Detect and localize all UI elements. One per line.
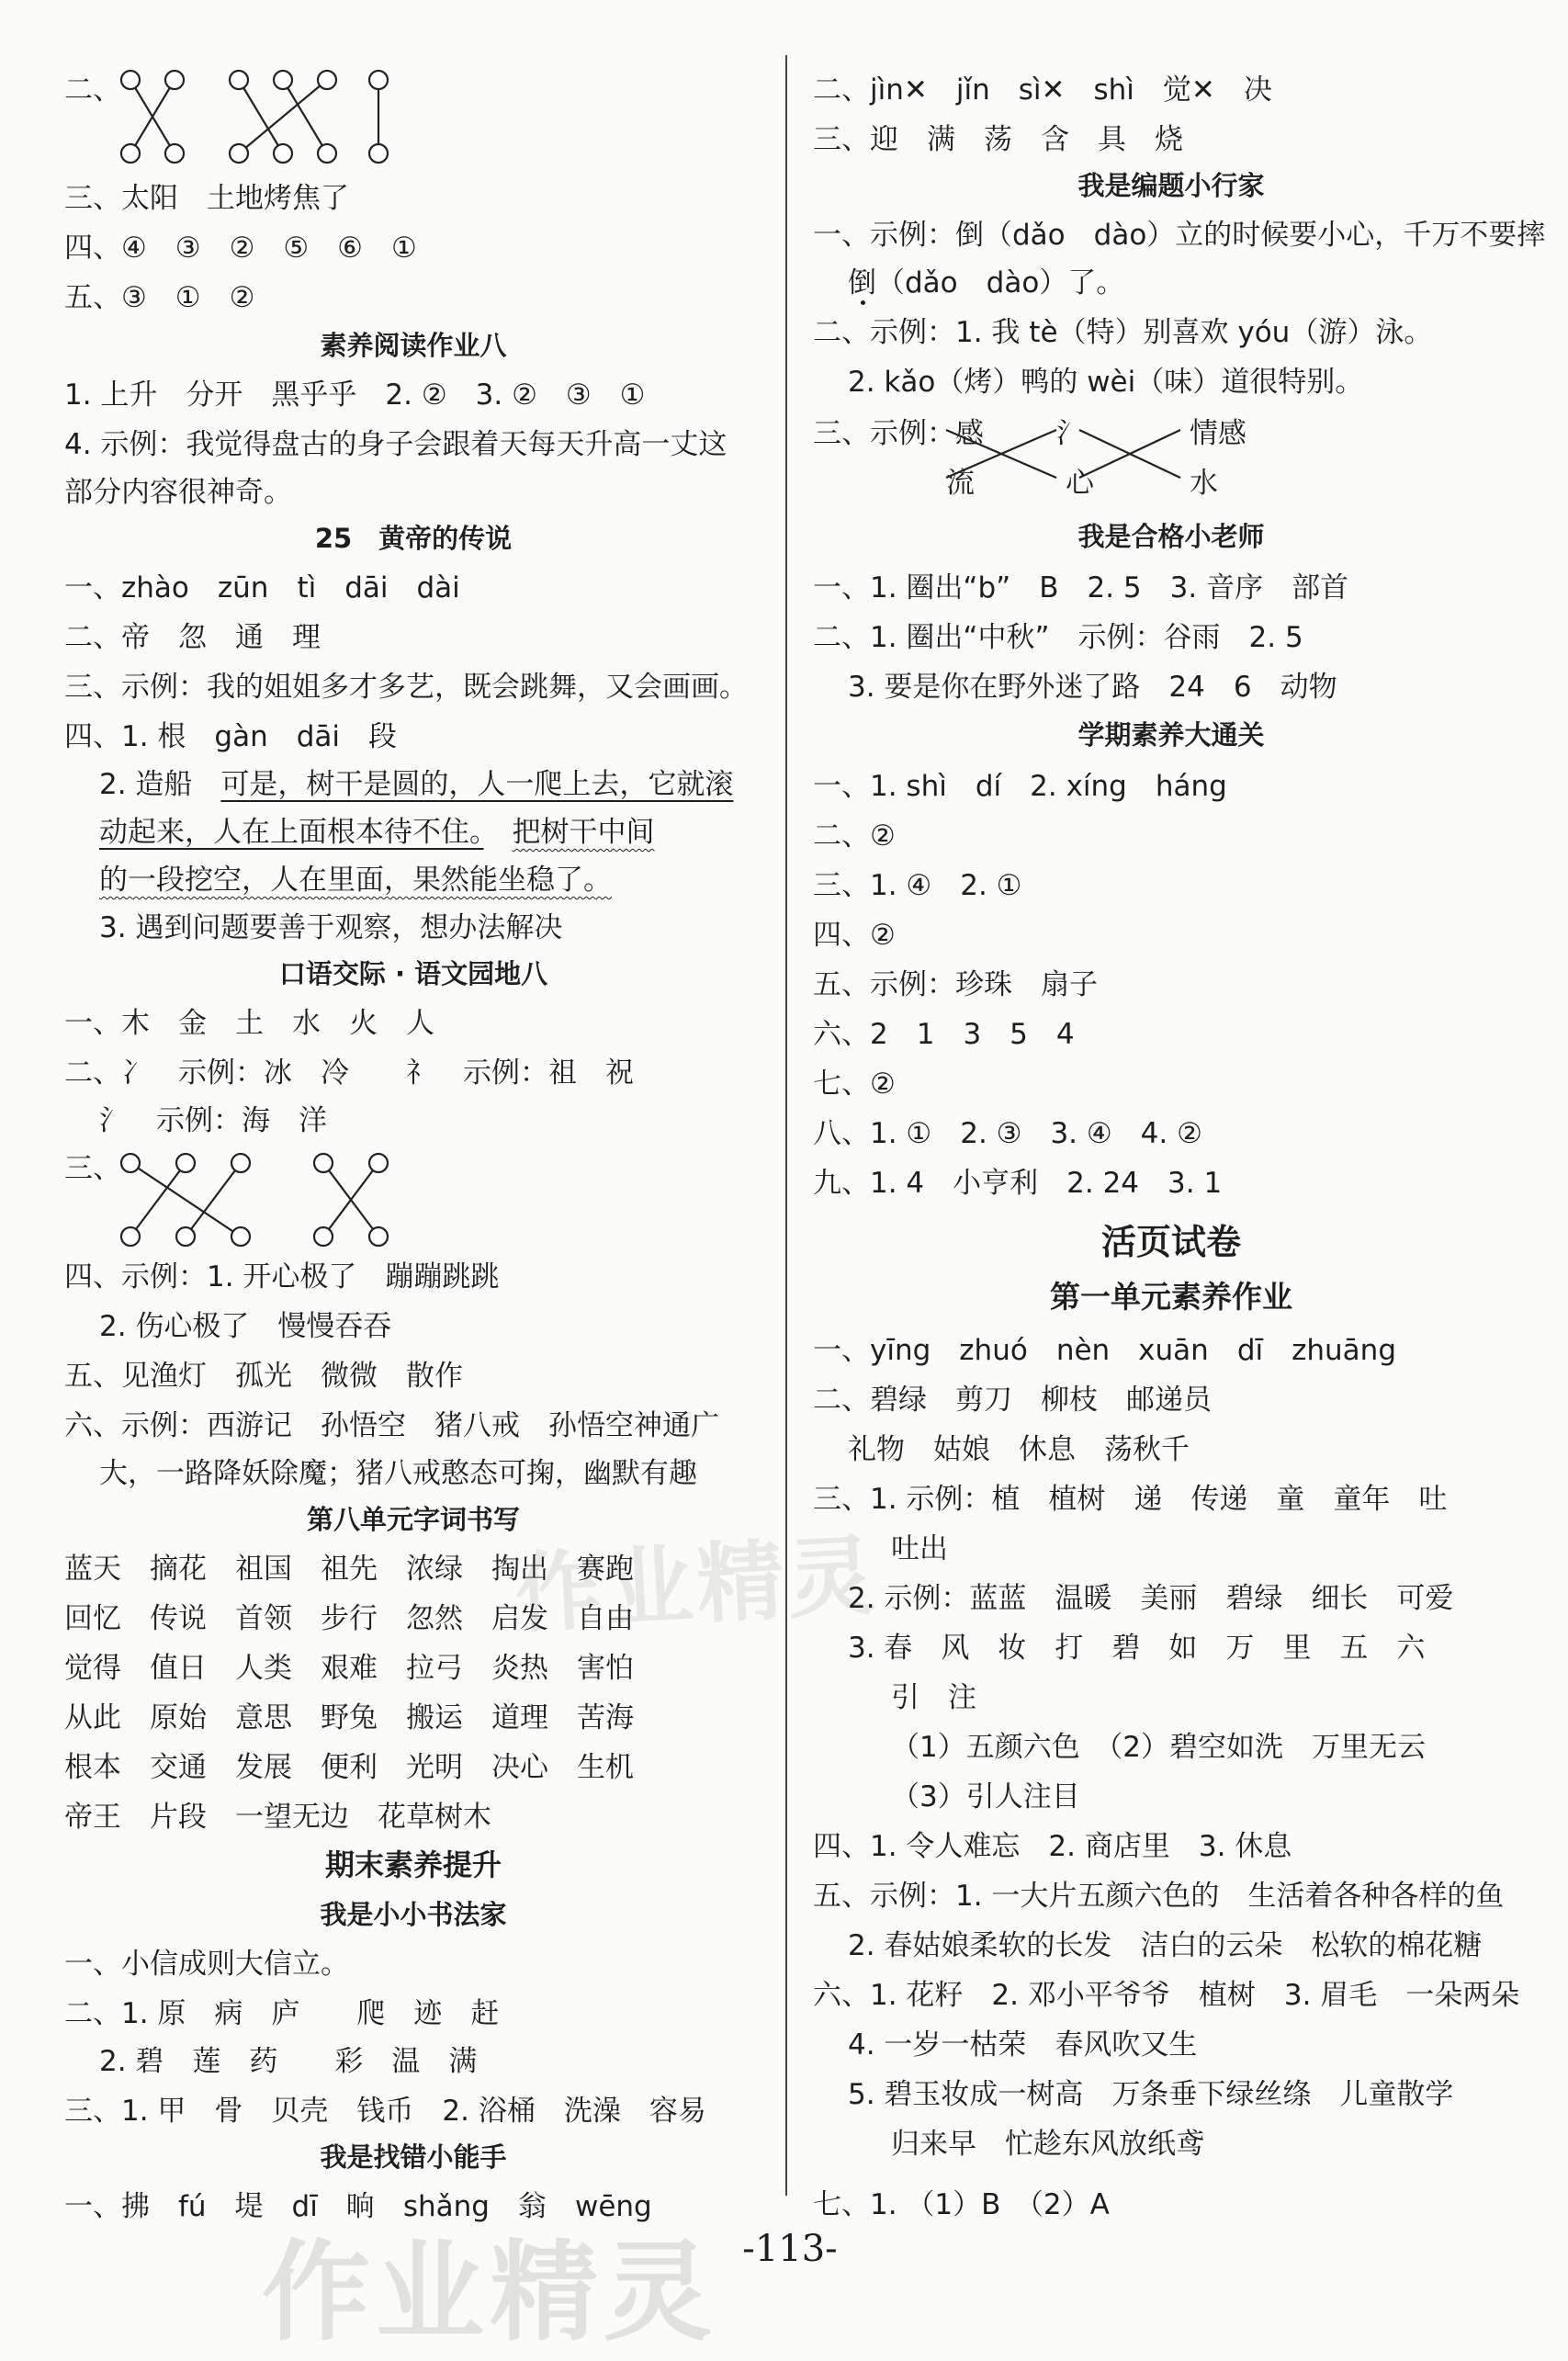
- section-heading: 期末素养提升: [324, 1847, 502, 1882]
- answer-line: 三、迎 满 荡 含 具 烧: [813, 123, 1183, 156]
- answer-line: 5. 碧玉妆成一树高 万条垂下绿丝绦 儿童散学: [848, 2078, 1454, 2111]
- underlined-text: 动起来，人在上面根本待不住。: [99, 816, 484, 849]
- answer-line: 三、1. 示例：植 植树 递 传递 童 童年 吐: [813, 1483, 1448, 1516]
- answer-line: 引 注: [891, 1681, 976, 1714]
- answer-line: 一、小信成则大信立。: [64, 1948, 349, 1981]
- answer-line: 八、1. ① 2. ③ 3. ④ 4. ②: [813, 1117, 1202, 1150]
- answer-line: 五、③ ① ②: [64, 281, 255, 314]
- answer-line: 一、1. 圈出“b” B 2. 5 3. 音序 部首: [813, 571, 1349, 604]
- answer-line: 三、太阳 土地烤焦了: [64, 182, 349, 215]
- answer-line: 四、④ ③ ② ⑤ ⑥ ①: [64, 232, 417, 265]
- section-heading: 25 黄帝的传说: [314, 523, 513, 554]
- answer-line: 2. kǎo（烤）鸭的 wèi（味）道很特别。: [848, 366, 1364, 399]
- answer-text: 心: [1066, 467, 1094, 500]
- answer-line: 二、jìn✕ jǐn sì✕ shì 觉✕ 决: [813, 73, 1272, 107]
- answer-line: 归来早 忙趁东风放纸鸢: [891, 2128, 1204, 2161]
- answer-line: 五、示例：1. 一大片五颜六色的 生活着各种各样的鱼: [813, 1880, 1505, 1913]
- answer-line: 2. 伤心极了 慢慢吞吞: [99, 1310, 392, 1343]
- answer-line: 六、示例：西游记 孙悟空 猪八戒 孙悟空神通广: [64, 1409, 719, 1442]
- section-heading: 我是小小书法家: [320, 1899, 507, 1930]
- answer-line: [99, 862, 612, 898]
- section-heading: 口语交际 · 语文园地八: [278, 958, 548, 989]
- column-divider: [785, 55, 787, 2196]
- watermark: 作业精灵: [262, 2229, 718, 2355]
- word-row: 根本 交通 发展 便利 光明 决心 生机: [64, 1751, 634, 1784]
- answer-text: 2. 造船: [99, 768, 221, 801]
- answer-line: 3. 春 风 妆 打 碧 如 万 里 五 六: [848, 1632, 1426, 1665]
- word-row: 从此 原始 意思 野兔 搬运 道理 苦海: [64, 1701, 634, 1734]
- answer-line: 一、1. shì dí 2. xíng háng: [813, 770, 1227, 803]
- section-heading: 我是合格小老师: [1077, 521, 1265, 552]
- answer-line: 二、示例：1. 我 tè（特）别喜欢 yóu（游）泳。: [813, 316, 1433, 349]
- answer-line: 3. 要是你在野外迷了路 24 6 动物: [848, 671, 1337, 704]
- page-number: -113-: [742, 2228, 838, 2270]
- answer-line: 三、示例：我的姐姐多才多艺，既会跳舞，又会画画。: [64, 671, 748, 704]
- radical-label: 氵: [1056, 417, 1085, 450]
- section-heading: 学期素养大通关: [1077, 719, 1265, 751]
- answer-line: 2. 示例：蓝蓝 温暖 美丽 碧绿 细长 可爱: [848, 1582, 1454, 1615]
- answer-line: 二、冫 示例：冰 冷 礻 示例：祖 祝: [64, 1056, 634, 1090]
- answer-line: 2. 春姑娘柔软的长发 洁白的云朵 松软的棉花糖: [848, 1929, 1483, 1962]
- answer-line: 七、1. （1）B （2）A: [813, 2188, 1110, 2221]
- answer-line: 二、帝 忽 通 理: [64, 621, 321, 654]
- answer-line: 五、见渔灯 孤光 微微 散作: [64, 1360, 463, 1393]
- watermark: 作业精灵: [512, 1525, 882, 1646]
- matching-diagram-2: [119, 1152, 441, 1253]
- answer-line: 4. 示例：我觉得盘古的身子会跟着天每天升高一丈这: [64, 428, 728, 461]
- answer-line: 3. 遇到问题要善于观察，想办法解决: [99, 911, 563, 944]
- answer-text: 流: [946, 467, 975, 500]
- answer-line: 七、②: [813, 1068, 896, 1101]
- answer-line: [848, 265, 1124, 301]
- wavy-underlined-text: 把树干中间: [512, 816, 655, 849]
- answer-line: 四、1. 根 gàn dāi 段: [64, 720, 398, 753]
- answer-line: 一、拂 fú 堤 dī 晌 shǎng 翁 wēng: [64, 2190, 652, 2223]
- answer-line: 四、②: [813, 919, 896, 952]
- answer-line: 四、示例：1. 开心极了 蹦蹦跳跳: [64, 1260, 500, 1293]
- section-heading: 素养阅读作业八: [320, 330, 507, 361]
- answer-line: 二、碧绿 剪刀 柳枝 邮递员: [813, 1384, 1212, 1417]
- answer-line: 1. 上升 分开 黑乎乎 2. ② 3. ② ③ ①: [64, 378, 646, 412]
- answer-text: 情感: [1190, 417, 1247, 450]
- answer-line: 2. 碧 莲 药 彩 温 满: [99, 2045, 478, 2078]
- answer-line: 二、: [64, 73, 121, 107]
- section-heading: 我是编题小行家: [1077, 170, 1265, 201]
- answer-line: 三、: [64, 1152, 121, 1185]
- answer-line: 4. 一岁一枯荣 春风吹又生: [848, 2028, 1198, 2062]
- answer-line: 二、②: [813, 819, 896, 853]
- word-row: 蓝天 摘花 祖国 祖先 浓绿 掏出 赛跑: [64, 1553, 634, 1586]
- answer-line: 部分内容很神奇。: [64, 476, 292, 509]
- answer-line: [99, 814, 655, 851]
- answer-line: 一、示例：倒（dǎo dào）立的时候要小心，千万不要摔: [813, 219, 1546, 252]
- answer-line: 氵 示例：海 洋: [99, 1104, 327, 1137]
- section-heading: 第八单元字词书写: [306, 1504, 520, 1535]
- wavy-underlined-text: 的一段挖空，人在里面，果然能坐稳了。: [99, 864, 612, 897]
- underlined-text: 可是，树干是圆的，人一爬上去，它就滚: [220, 768, 734, 801]
- answer-line: （1）五颜六色 （2）碧空如洗 万里无云: [891, 1731, 1426, 1764]
- answer-line: 一、木 金 土 水 火 人: [64, 1007, 434, 1040]
- answer-line: 一、yīng zhuó nèn xuān dī zhuāng: [813, 1334, 1396, 1367]
- answer-text: 水: [1190, 467, 1218, 500]
- section-heading: 第一单元素养作业: [1050, 1279, 1292, 1315]
- answer-line: 六、2 1 3 5 4: [813, 1018, 1075, 1051]
- answer-line: （3）引人注目: [891, 1780, 1080, 1813]
- answer-line: 礼物 姑娘 休息 荡秋千: [848, 1433, 1190, 1466]
- matching-diagram-1: [119, 69, 395, 170]
- answer-line: 二、1. 原 病 庐 爬 迹 赶: [64, 1997, 500, 2030]
- answer-line: 三、示例：感: [813, 417, 984, 450]
- answer-line: 五、示例：珍珠 扇子: [813, 968, 1098, 1001]
- answer-line: 六、1. 花籽 2. 邓小平爷爷 植树 3. 眉毛 一朵两朵: [813, 1979, 1520, 2012]
- word-row: 觉得 值日 人类 艰难 拉弓 炎热 害怕: [64, 1652, 634, 1685]
- answer-line: 三、1. 甲 骨 贝壳 钱币 2. 浴桶 洗澡 容易: [64, 2095, 706, 2128]
- answer-text: （dǎo dào）了。: [876, 266, 1125, 299]
- answer-line: 吐出: [891, 1532, 948, 1565]
- part-title: 活页试卷: [1100, 1222, 1241, 1262]
- word-row: 帝王 片段 一望无边 花草树木: [64, 1801, 491, 1834]
- answer-line: 九、1. 4 小亨利 2. 24 3. 1: [813, 1167, 1223, 1200]
- answer-line: [99, 766, 733, 803]
- word-row: 回忆 传说 首领 步行 忽然 启发 自由: [64, 1602, 634, 1635]
- answer-line: 二、1. 圈出“中秋” 示例：谷雨 2. 5: [813, 621, 1303, 654]
- section-heading: 我是找错小能手: [320, 2141, 507, 2173]
- answer-line: 一、zhào zūn tì dāi dài: [64, 571, 460, 604]
- answer-line: 大，一路降妖除魔；猪八戒憨态可掬，幽默有趣: [99, 1457, 697, 1490]
- answer-line: 四、1. 令人难忘 2. 商店里 3. 休息: [813, 1830, 1292, 1863]
- emphasized-char: 倒: [848, 266, 876, 299]
- answer-line: 三、1. ④ 2. ①: [813, 869, 1022, 902]
